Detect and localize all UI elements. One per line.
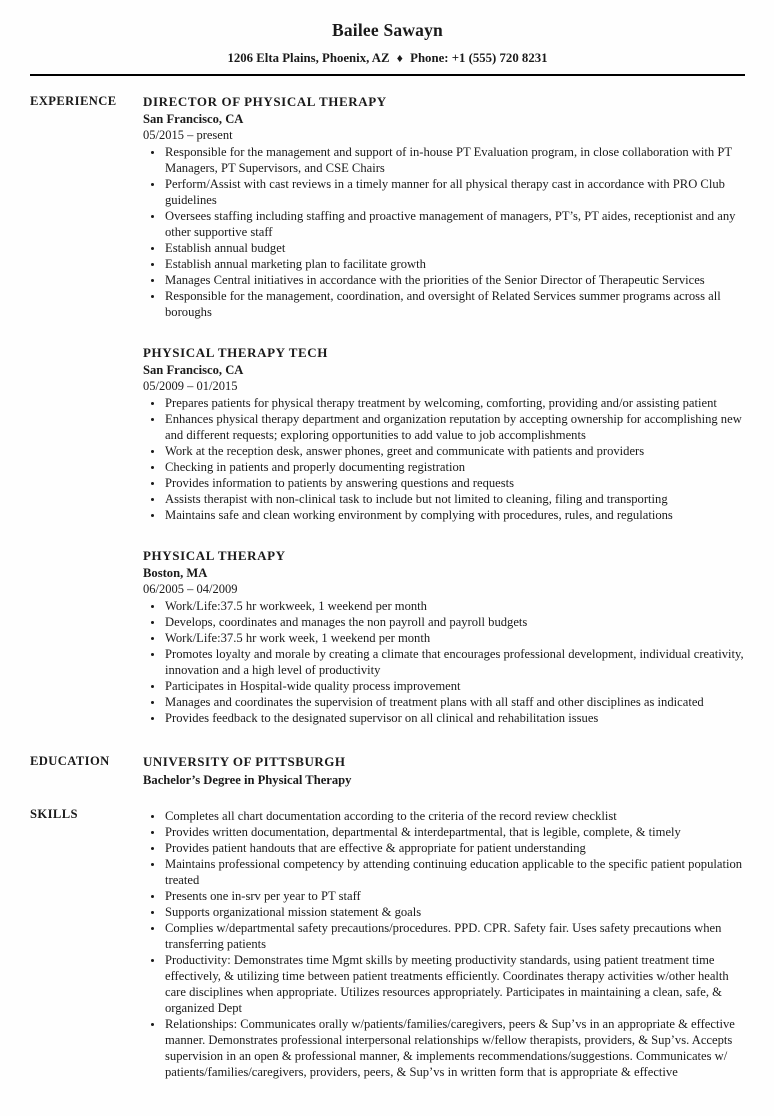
job-location: San Francisco, CA xyxy=(143,112,244,126)
skill-bullet: • Presents one in-srv per year to PT staff xyxy=(164,888,745,904)
skill-bullet: • Provides patient handouts that are effective & appropriate for patient understanding xyxy=(164,840,745,856)
header-divider xyxy=(30,74,745,76)
job-bullet: • Responsible for the management and support of in-house PT Evaluation program, in close collaboration with PT Managers, PT Supervisors, and CSE Chairs xyxy=(164,144,745,176)
skill-bullet: • Maintains professional competency by attending continuing education applicable to the specific patient population treated xyxy=(164,856,745,888)
contact-phone: Phone: +1 (555) 720 8231 xyxy=(410,51,548,65)
job-title: DIRECTOR OF PHYSICAL THERAPY xyxy=(143,94,387,109)
job-bullet: • Promotes loyalty and morale by creating a climate that encourages professional development, individual creativity, innovation and a high level of productivity xyxy=(164,646,745,678)
education-school: UNIVERSITY OF PITTSBURGH xyxy=(143,754,346,769)
section-label-experience: EXPERIENCE xyxy=(30,94,117,108)
section-skills xyxy=(30,806,745,1080)
job-bullet-list xyxy=(143,144,745,320)
section-education xyxy=(30,753,745,788)
job-entry-physical-therapy-tech xyxy=(143,344,745,523)
experience-content xyxy=(143,93,745,726)
job-title: PHYSICAL THERAPY xyxy=(143,548,286,563)
job-bullet: • Perform/Assist with cast reviews in a timely manner for all physical therapy cast in accordance with PRO Club guidelines xyxy=(164,176,745,208)
job-bullet: • Develops, coordinates and manages the non payroll and payroll budgets xyxy=(164,614,745,630)
skills-content xyxy=(143,806,745,1080)
job-bullet: • Work at the reception desk, answer phones, greet and communicate with patients and providers xyxy=(164,443,745,459)
education-content xyxy=(143,753,745,788)
skill-bullet: • Completes all chart documentation according to the criteria of the record review checklist xyxy=(164,808,745,824)
diamond-icon: ♦ xyxy=(396,51,403,65)
job-location: Boston, MA xyxy=(143,566,208,580)
job-bullet: • Establish annual budget xyxy=(164,240,745,256)
job-bullet: • Manages and coordinates the supervision of treatment plans with all staff and other disciplines as indicated xyxy=(164,694,745,710)
contact-address: 1206 Elta Plains, Phoenix, AZ xyxy=(227,51,390,65)
job-dates: 06/2005 – 04/2009 xyxy=(143,582,238,596)
job-title: PHYSICAL THERAPY TECH xyxy=(143,345,329,360)
job-bullet: • Checking in patients and properly documenting registration xyxy=(164,459,745,475)
job-dates: 05/2015 – present xyxy=(143,128,233,142)
skill-bullet: • Relationships: Communicates orally w/patients/families/caregivers, peers & Sup’vs in an appropriate & effective manner. Demonstrates professional interpersonal relationships w/fellow therapists, providers, & Sup’vs. Accepts supervision in an open & professional manner, & implements recommendations/suggestions. Communicates w/ patients/families/caregivers, providers, peers, & Sup’vs in written form that is appropriate & effective xyxy=(164,1016,745,1080)
skills-bullet-list xyxy=(143,808,745,1080)
job-bullet: • Maintains safe and clean working environment by complying with procedures, rules, and regulations xyxy=(164,507,745,523)
section-label-skills: SKILLS xyxy=(30,807,78,821)
job-dates: 05/2009 – 01/2015 xyxy=(143,379,238,393)
job-entry-director-of-physical-therapy xyxy=(143,93,745,320)
section-experience xyxy=(30,93,745,726)
skill-bullet: • Productivity: Demonstrates time Mgmt skills by meeting productivity standards, using patient treatment time effectively, & utilizing time between patient treatments efficiently. Coordinates therapy activities w/other health care disciplines when appropriate. Utilizes resources appropriately. Participates in maintaining a clean, safe, & organized Dept xyxy=(164,952,745,1016)
job-bullet: • Provides information to patients by answering questions and requests xyxy=(164,475,745,491)
job-bullet: • Enhances physical therapy department and organization reputation by accepting ownership for accomplishing new and different requests; exploring opportunities to add value to job accomplishments xyxy=(164,411,745,443)
job-bullet-list xyxy=(143,395,745,523)
job-bullet: • Participates in Hospital-wide quality process improvement xyxy=(164,678,745,694)
job-bullet: • Establish annual marketing plan to facilitate growth xyxy=(164,256,745,272)
section-label-education: EDUCATION xyxy=(30,754,110,768)
job-bullet: • Manages Central initiatives in accordance with the priorities of the Senior Director of Therapeutic Services xyxy=(164,272,745,288)
job-bullet: • Work/Life:37.5 hr workweek, 1 weekend per month xyxy=(164,598,745,614)
resume-name: Bailee Sawayn xyxy=(331,20,443,40)
contact-line xyxy=(30,51,745,66)
skill-bullet: • Supports organizational mission statement & goals xyxy=(164,904,745,920)
job-location: San Francisco, CA xyxy=(143,363,244,377)
job-bullet: • Work/Life:37.5 hr work week, 1 weekend per month xyxy=(164,630,745,646)
job-bullet: • Assists therapist with non-clinical task to include but not limited to cleaning, filing and transporting xyxy=(164,491,745,507)
job-entry-physical-therapy xyxy=(143,547,745,726)
job-bullet: • Oversees staffing including staffing and proactive management of managers, PT’s, PT aides, receptionist and any other supportive staff xyxy=(164,208,745,240)
skill-bullet: • Complies w/departmental safety precautions/procedures. PPD. CPR. Safety fair. Uses safety precautions when transferring patients xyxy=(164,920,745,952)
education-degree: Bachelor’s Degree in Physical Therapy xyxy=(143,773,352,787)
job-bullet: • Provides feedback to the designated supervisor on all clinical and rehabilitation issues xyxy=(164,710,745,726)
job-bullet: • Prepares patients for physical therapy treatment by welcoming, comforting, providing and/or assisting patient xyxy=(164,395,745,411)
job-bullet-list xyxy=(143,598,745,726)
job-bullet: • Responsible for the management, coordination, and oversight of Related Services summer programs across all boroughs xyxy=(164,288,745,320)
skill-bullet: • Provides written documentation, departmental & interdepartmental, that is legible, complete, & timely xyxy=(164,824,745,840)
